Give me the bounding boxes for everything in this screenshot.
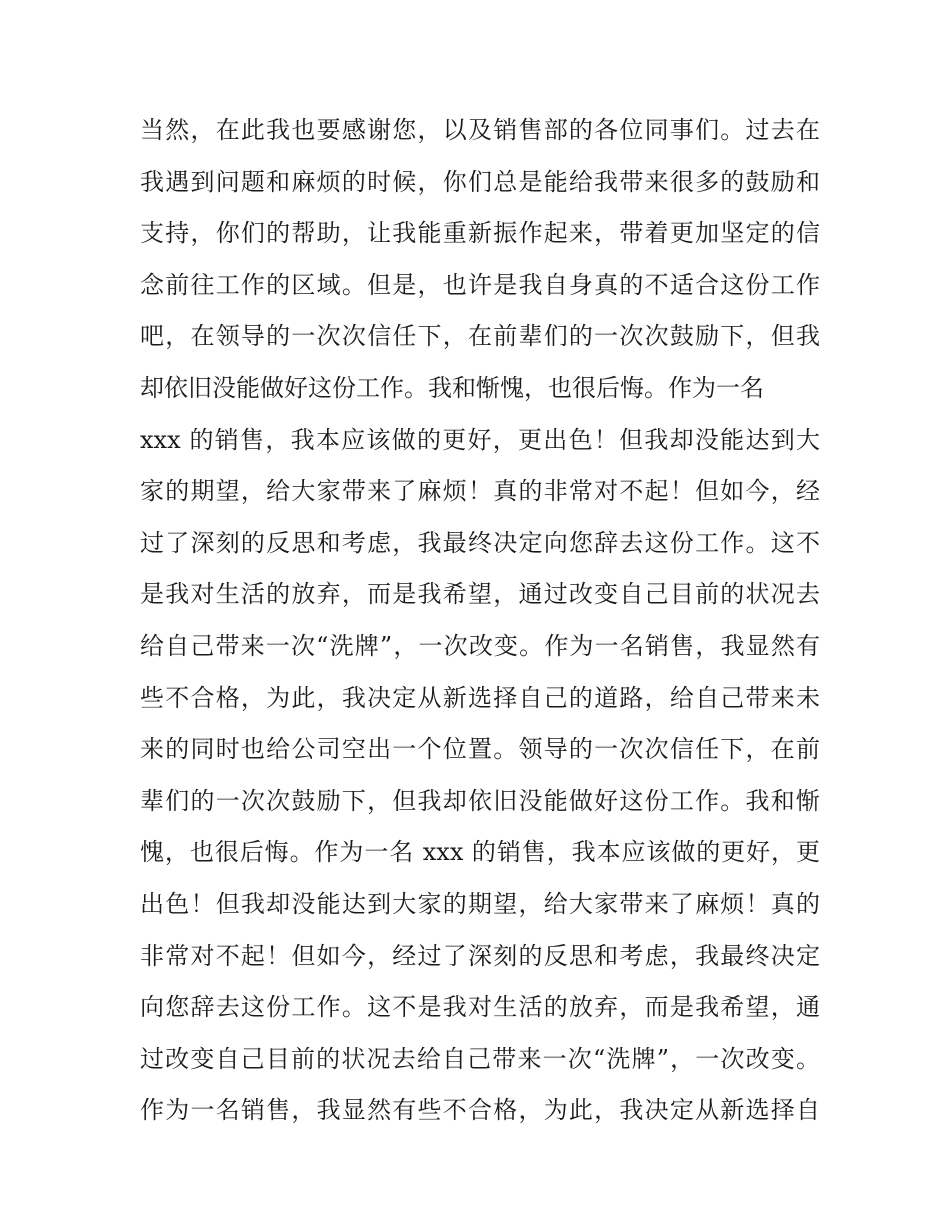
text-line: 作为一名销售，我显然有些不合格，为此，我决定从新选择自 — [140, 1096, 820, 1125]
text-line: 出色！但我却没能达到大家的期望，给大家带来了麻烦！真的 — [140, 889, 820, 918]
text-line: 愧，也很后悔。作为一名 xxx 的销售，我本应该做的更好，更 — [140, 838, 820, 867]
text-line: 来的同时也给公司空出一个位置。领导的一次次信任下，在前 — [140, 735, 820, 764]
text-line: 给自己带来一次“洗牌”，一次改变。作为一名销售，我显然有 — [140, 631, 820, 660]
text-line: 向您辞去这份工作。这不是我对生活的放弃，而是我希望，通 — [140, 993, 820, 1022]
text-line: 我遇到问题和麻烦的时候，你们总是能给我带来很多的鼓励和 — [140, 167, 820, 196]
text-line: 念前往工作的区域。但是，也许是我自身真的不适合这份工作 — [140, 270, 820, 299]
text-line: 些不合格，为此，我决定从新选择自己的道路，给自己带来未 — [140, 683, 820, 712]
text-line: 却依旧没能做好这份工作。我和惭愧，也很后悔。作为一名 — [140, 373, 764, 402]
text-line: 辈们的一次次鼓励下，但我却依旧没能做好这份工作。我和惭 — [140, 786, 820, 815]
body-paragraph — [140, 105, 820, 1137]
text-line: 非常对不起！但如今，经过了深刻的反思和考虑，我最终决定 — [140, 941, 820, 970]
text-line: 当然，在此我也要感谢您，以及销售部的各位同事们。过去在 — [140, 116, 820, 144]
text-line: 吧，在领导的一次次信任下，在前辈们的一次次鼓励下，但我 — [140, 322, 820, 351]
text-line: xxx 的销售，我本应该做的更好，更出色！但我却没能达到大 — [140, 425, 820, 454]
text-line: 过改变自己目前的状况去给自己带来一次“洗牌”，一次改变。 — [140, 1044, 820, 1073]
text-line: 是我对生活的放弃，而是我希望，通过改变自己目前的状况去 — [140, 580, 820, 609]
text-line: 过了深刻的反思和考虑，我最终决定向您辞去这份工作。这不 — [140, 528, 820, 557]
text-line: 支持，你们的帮助，让我能重新振作起来，带着更加坚定的信 — [140, 219, 820, 248]
text-line: 家的期望，给大家带来了麻烦！真的非常对不起！但如今，经 — [140, 477, 820, 506]
